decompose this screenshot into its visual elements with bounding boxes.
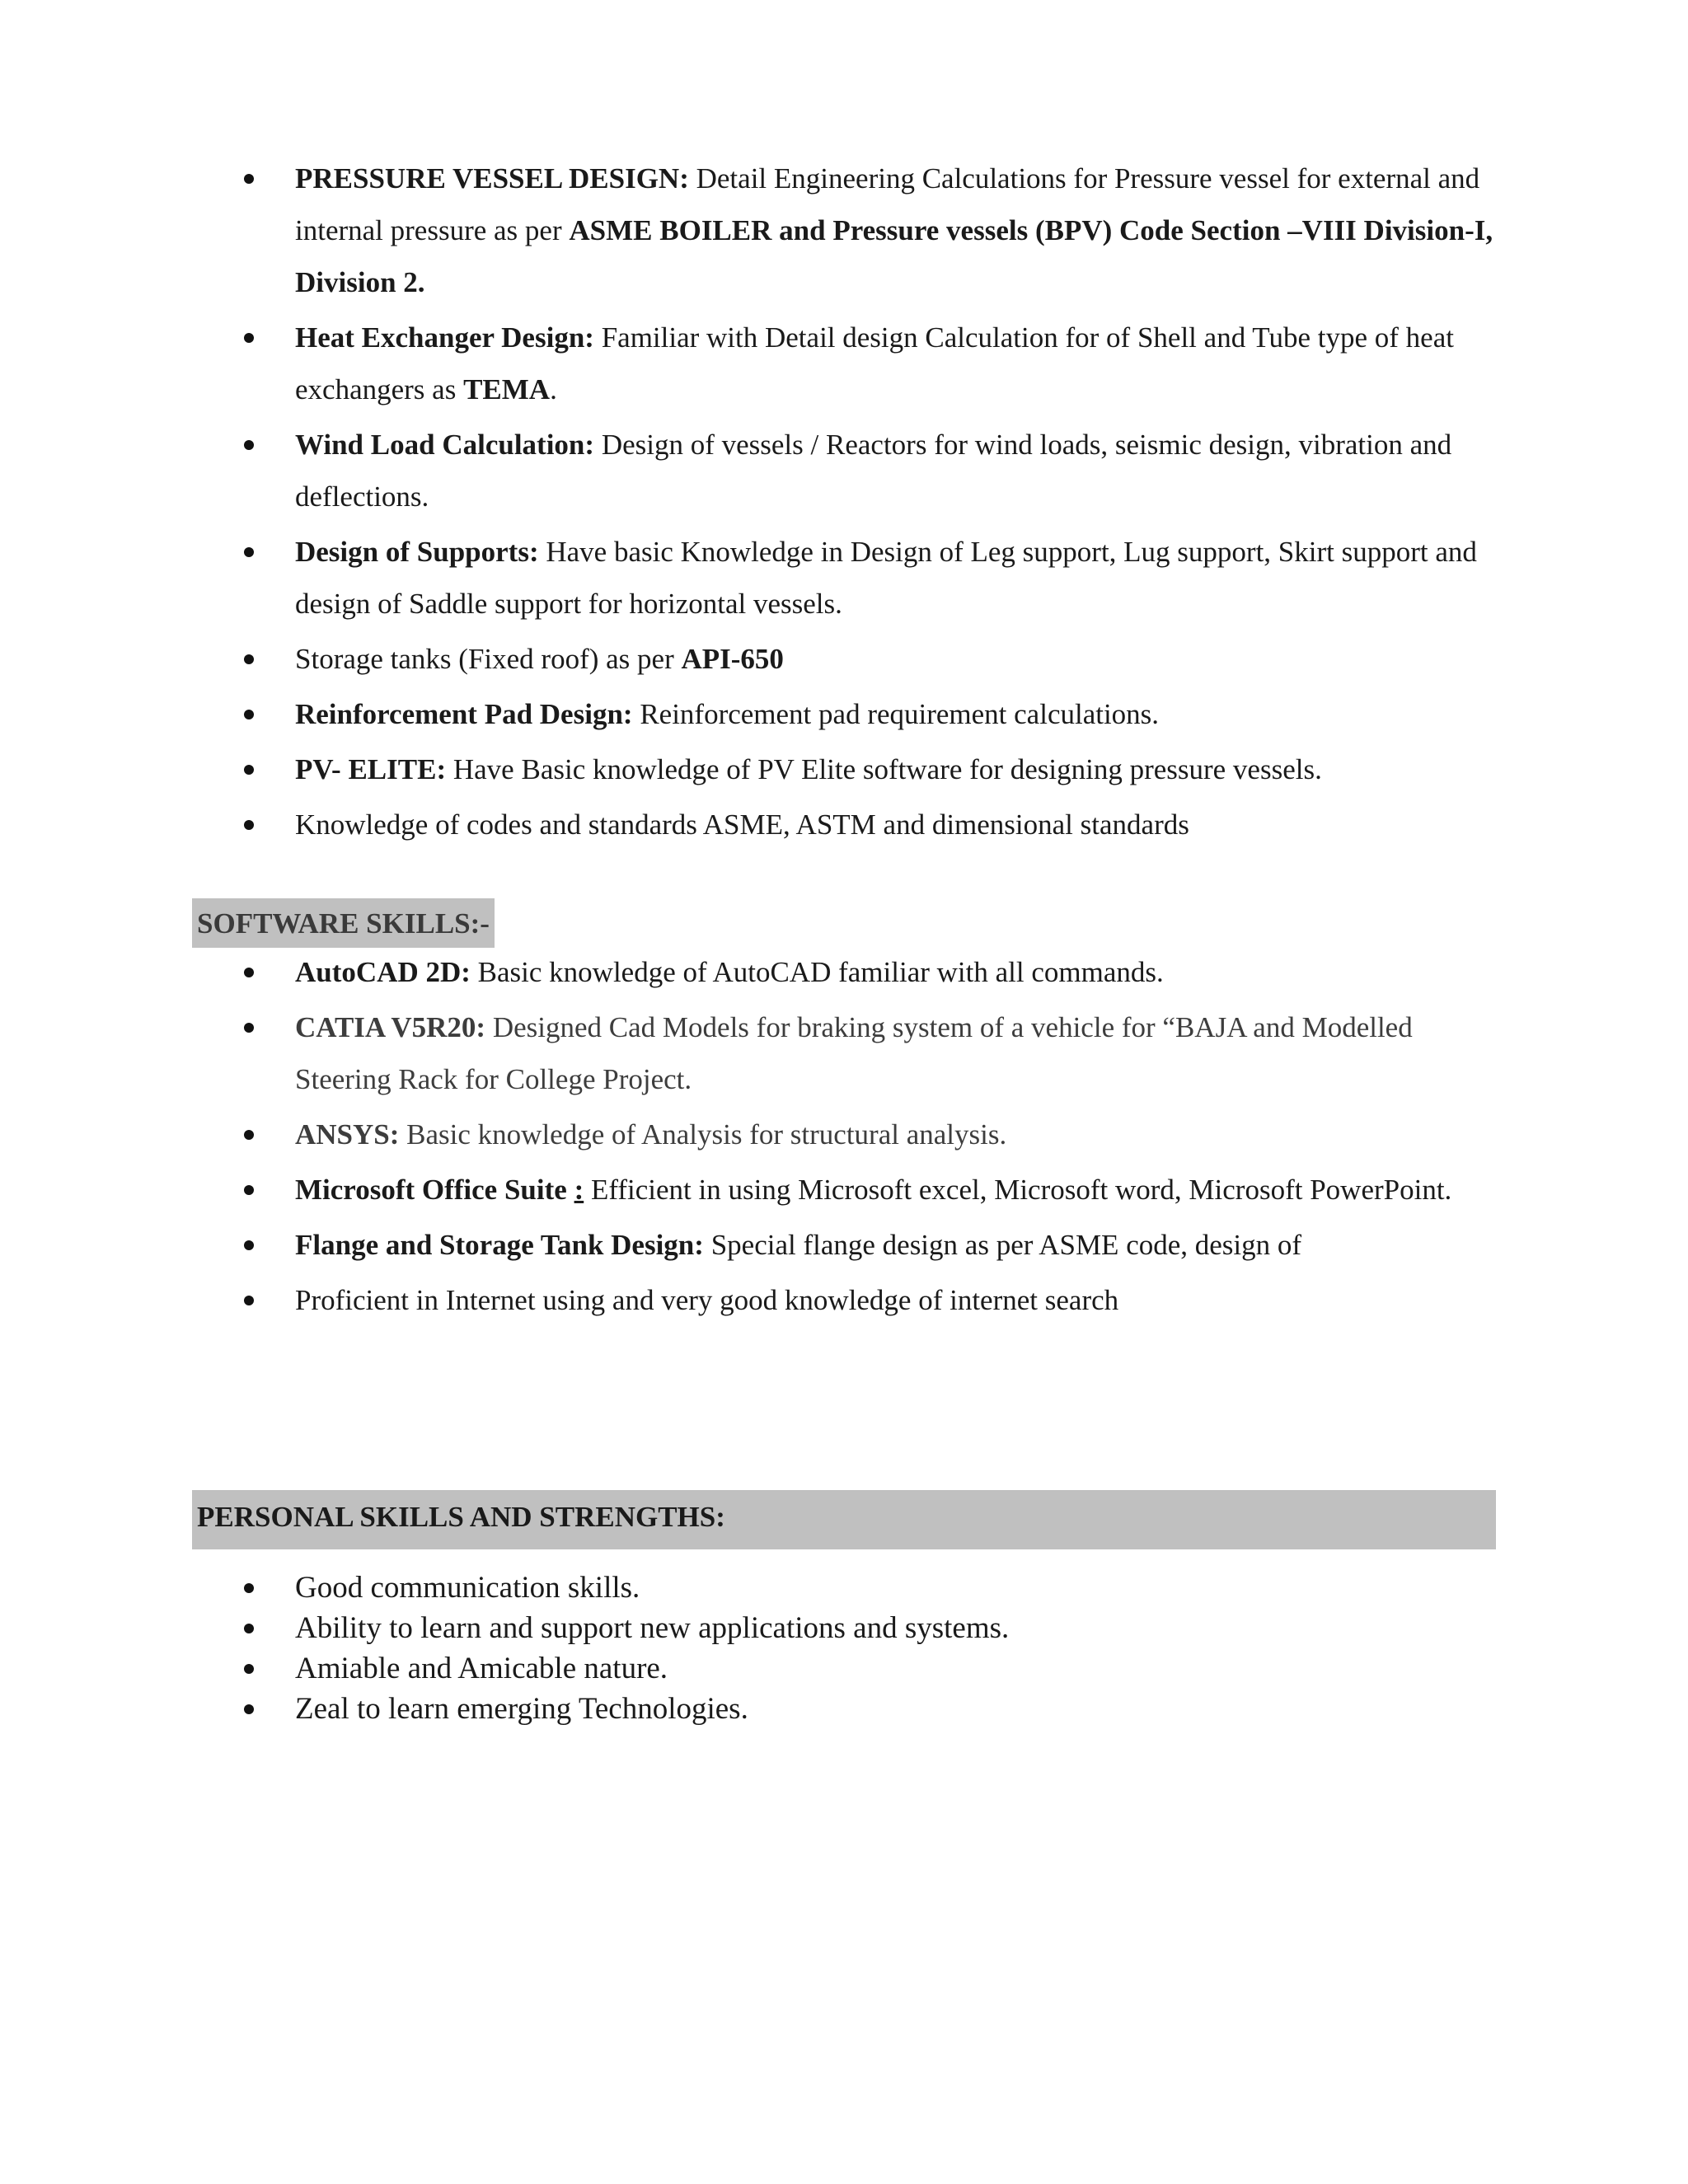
list-item: Good communication skills. [0,1568,1688,1608]
bullet-icon [244,710,254,719]
list-item: Flange and Storage Tank Design: Special flange design as per ASME code, design of [0,1219,1688,1271]
bullet-icon [244,1296,254,1305]
list-item: Reinforcement Pad Design: Reinforcement pad requirement calculations. [0,688,1688,740]
list-item: Storage tanks (Fixed roof) as per API-650 [0,633,1688,685]
list-item: PRESSURE VESSEL DESIGN: Detail Engineering Calculations for Pressure vessel for external and internal pressure as per ASME BOILER and Pressure vessels (BPV) Code Section –VIII Division-I, Division 2. [0,152,1688,308]
list-item: Knowledge of codes and standards ASME, ASTM and dimensional standards [0,799,1688,851]
list-item: Proficient in Internet using and very good knowledge of internet search [0,1274,1688,1326]
bullet-icon [244,968,254,977]
list-item: PV- ELITE: Have Basic knowledge of PV Elite software for designing pressure vessels. [0,743,1688,795]
bullet-icon [244,654,254,664]
list-item: Amiable and Amicable nature. [0,1648,1688,1689]
bullet-icon [244,1583,254,1593]
list-item: AutoCAD 2D: Basic knowledge of AutoCAD familiar with all commands. [0,946,1688,998]
bullet-icon [244,765,254,775]
list-item: Heat Exchanger Design: Familiar with Detail design Calculation for of Shell and Tube type of heat exchangers as TEMA. [0,312,1688,415]
list-item: Microsoft Office Suite : Efficient in using Microsoft excel, Microsoft word, Microsoft PowerPoint. [0,1164,1688,1216]
bullet-icon [244,1185,254,1195]
list-item: Design of Supports: Have basic Knowledge in Design of Leg support, Lug support, Skirt support and design of Saddle support for horizontal vessels. [0,526,1688,630]
list-item: Wind Load Calculation: Design of vessels / Reactors for wind loads, seismic design, vibration and deflections. [0,419,1688,523]
list-item: Ability to learn and support new applications and systems. [0,1608,1688,1648]
list-item: CATIA V5R20: Designed Cad Models for braking system of a vehicle for “BAJA and Modelled Steering Rack for College Project. [0,1001,1688,1105]
personal-skills-list [0,1568,1688,1729]
bullet-icon [244,1624,254,1633]
list-item: ANSYS: Basic knowledge of Analysis for structural analysis. [0,1108,1688,1160]
bullet-icon [244,333,254,343]
bullet-icon [244,547,254,557]
bullet-icon [244,174,254,184]
bullet-icon [244,1023,254,1033]
list-item: Zeal to learn emerging Technologies. [0,1689,1688,1729]
personal-skills-heading: PERSONAL SKILLS AND STRENGTHS: [192,1490,1496,1549]
bullet-icon [244,1240,254,1250]
bullet-icon [244,1704,254,1714]
bullet-icon [244,820,254,830]
bullet-icon [244,1130,254,1140]
technical-skills-list [0,152,1688,854]
software-skills-heading: SOFTWARE SKILLS:- [192,898,495,948]
bullet-icon [244,1664,254,1674]
bullet-icon [244,440,254,450]
software-skills-list [0,946,1688,1329]
